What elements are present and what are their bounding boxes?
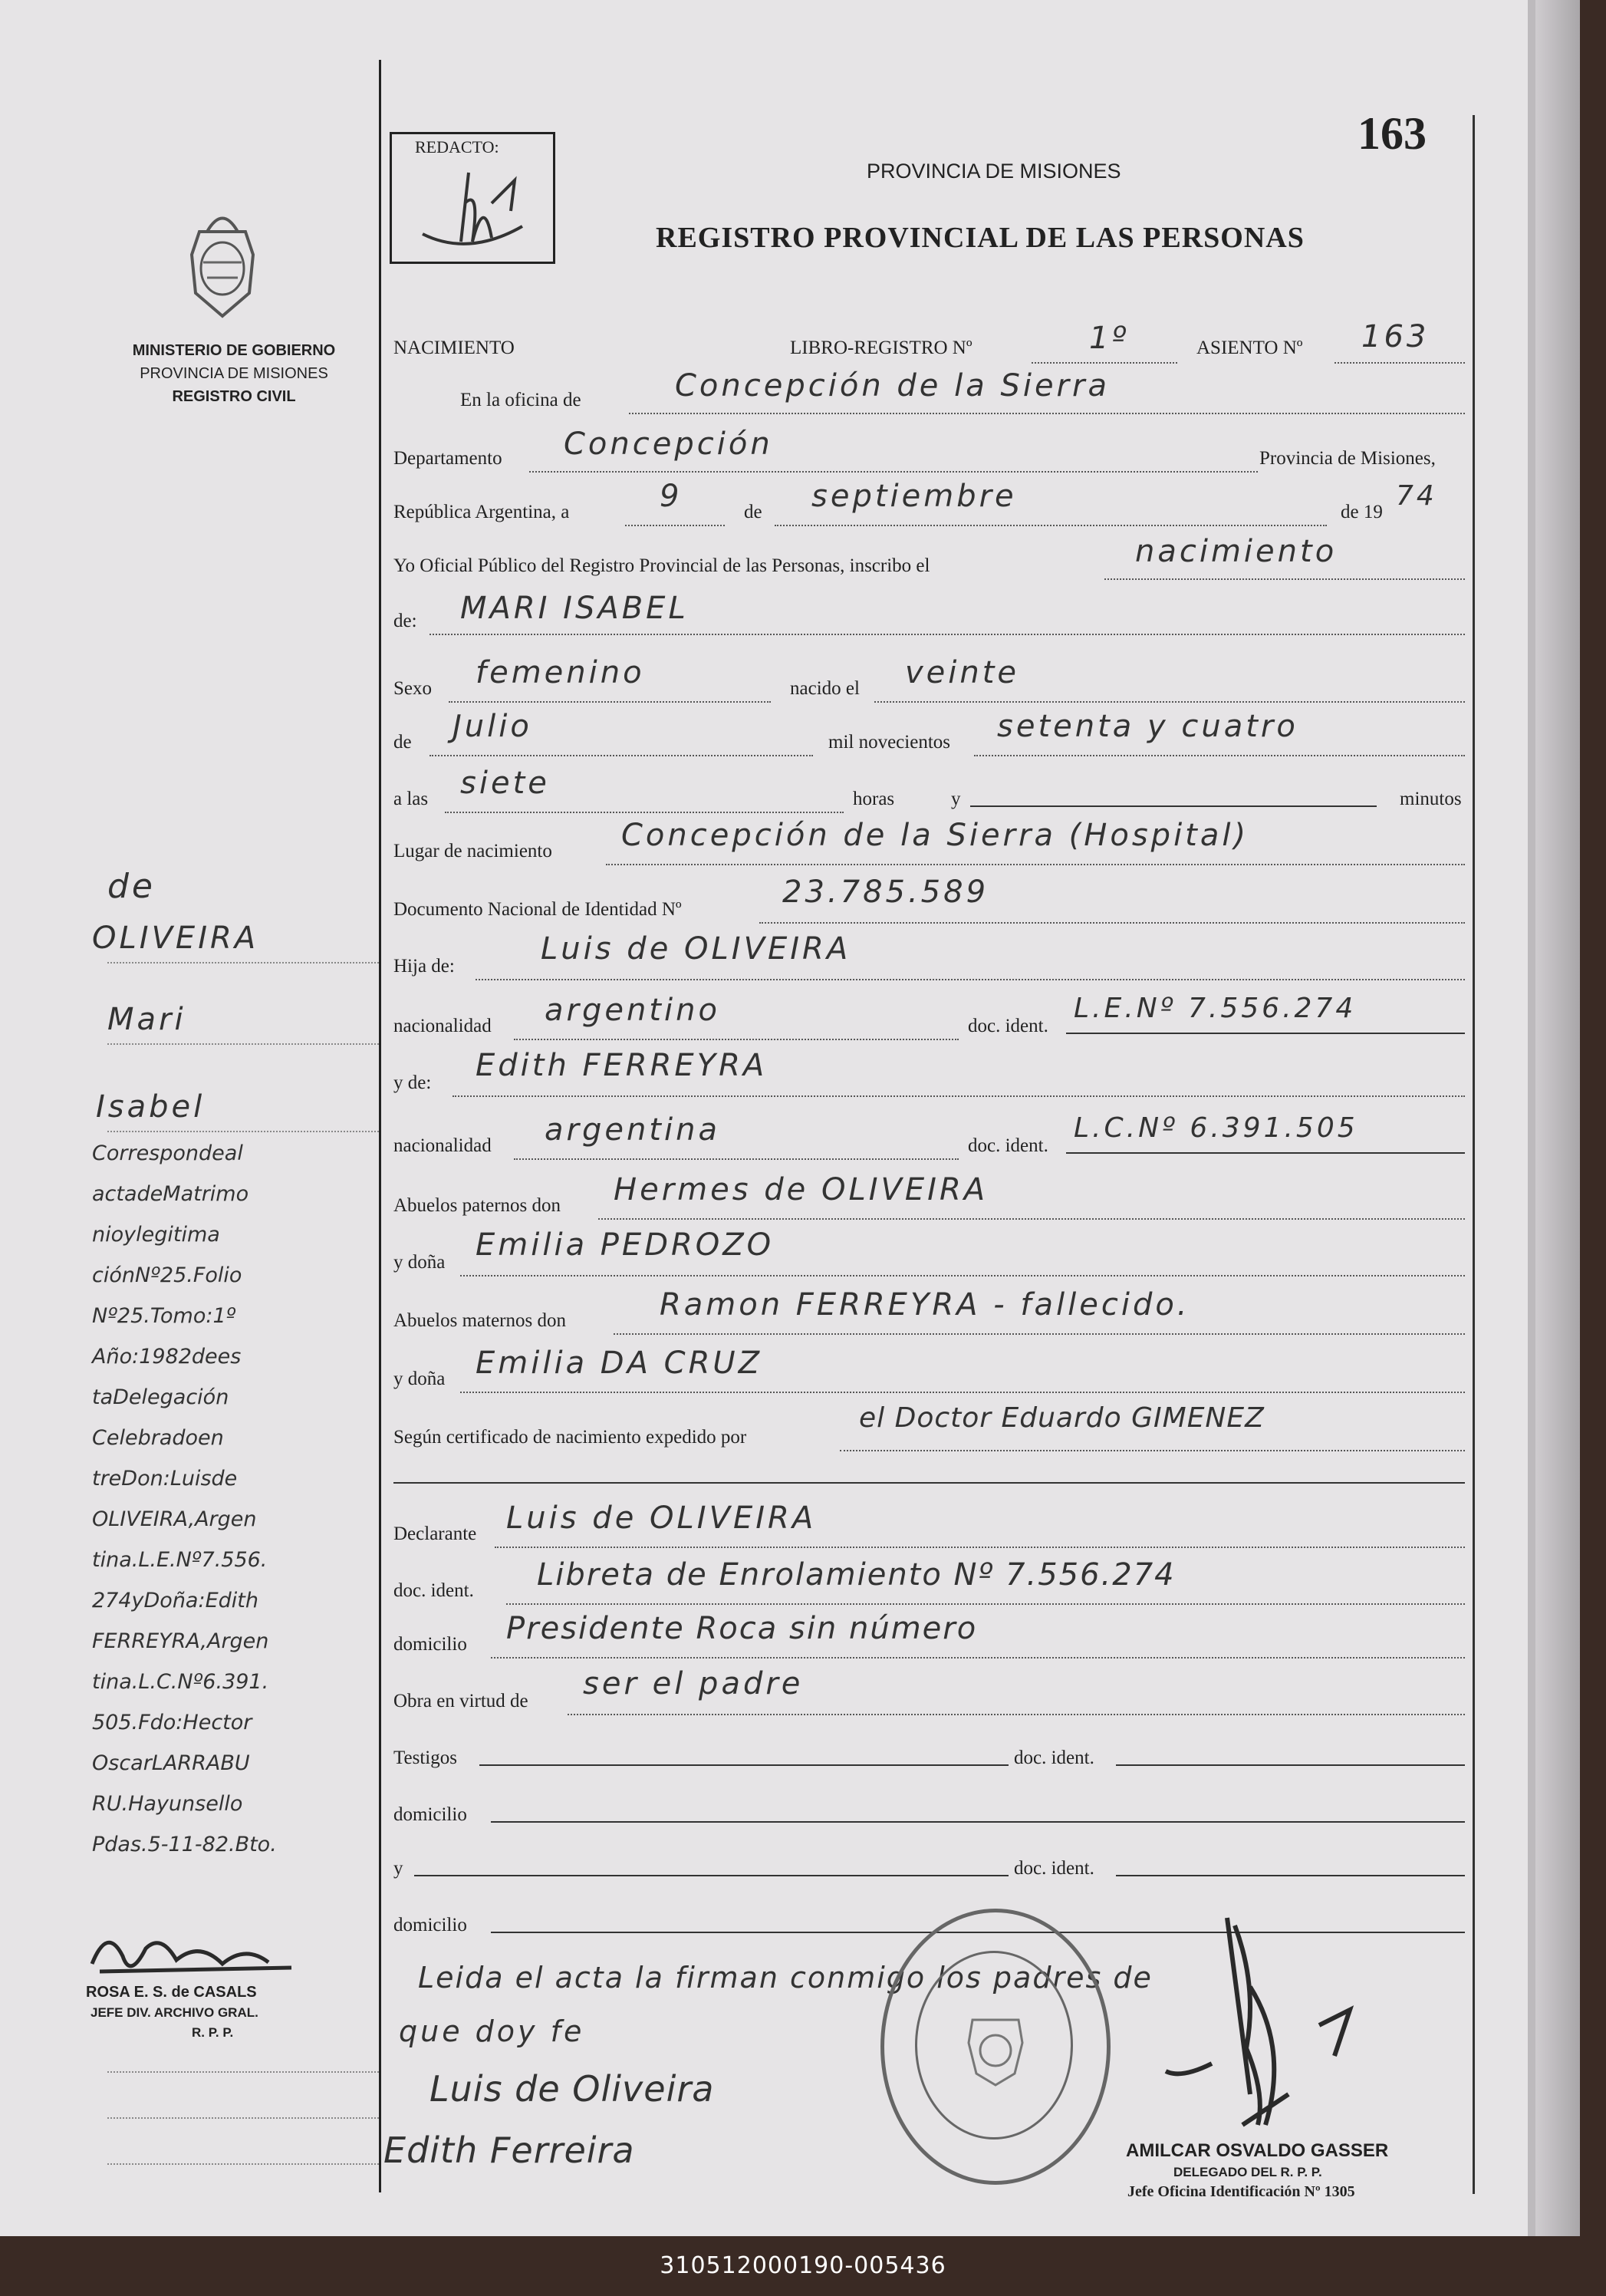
margin-sign-title2: R. P. P. <box>192 2025 234 2040</box>
sexo-value: femenino <box>476 655 645 690</box>
madre-nac-value: argentina <box>545 1112 720 1148</box>
margin-note-line: nioylegitima <box>92 1223 220 1247</box>
lugar-label: Lugar de nacimiento <box>393 841 552 861</box>
redacto-stamp <box>390 132 555 264</box>
madre-doc-value: L.C.Nº 6.391.505 <box>1074 1112 1358 1144</box>
signature-mother: Edith Ferreira <box>383 2130 635 2171</box>
y-label: y <box>951 789 961 809</box>
y-dona-label: y doña <box>393 1252 446 1273</box>
official-stamp-name: AMILCAR OSVALDO GASSER <box>1126 2140 1389 2161</box>
departamento-value: Concepción <box>564 427 773 462</box>
book-spine <box>1535 0 1580 2236</box>
doc-ident5-label: doc. ident. <box>1014 1858 1094 1879</box>
official-stamp-title: DELEGADO DEL R. P. P. <box>1173 2165 1322 2179</box>
obra-value: ser el padre <box>583 1666 804 1701</box>
seal-emblem-icon <box>961 2004 1030 2089</box>
obra-label: Obra en virtud de <box>393 1691 528 1711</box>
nacionalidad2-label: nacionalidad <box>393 1135 492 1156</box>
republica-label: República Argentina, a <box>393 502 570 522</box>
ministry-line1: MINISTERIO DE GOBIERNO <box>132 342 336 359</box>
abuelos-pat-label: Abuelos paternos don <box>393 1195 561 1216</box>
official-stamp-office: Jefe Oficina Identificación Nº 1305 <box>1127 2183 1355 2200</box>
madre-value: Edith FERREYRA <box>476 1048 768 1083</box>
margin-divider <box>379 60 381 2192</box>
declarante-doc-value: Libreta de Enrolamiento Nº 7.556.274 <box>537 1557 1176 1593</box>
margin-signature <box>77 1918 322 1987</box>
margin-note-line: Nº25.Tomo:1º <box>92 1304 236 1328</box>
abuela-mat-value: Emilia DA CRUZ <box>476 1346 763 1381</box>
leida-line2: que doy fe <box>399 2014 585 2048</box>
margin-note-line: Año:1982dees <box>92 1345 242 1369</box>
minutos-label: minutos <box>1400 789 1462 809</box>
departamento-label: Departamento <box>393 448 502 469</box>
nacimiento-label: NACIMIENTO <box>393 338 515 358</box>
margin-surname: OLIVEIRA <box>92 921 259 956</box>
anio-value: 74 <box>1396 480 1437 512</box>
margin-given1: Mari <box>107 1002 186 1037</box>
ministry-line3: REGISTRO CIVIL <box>172 388 296 405</box>
hija-label: Hija de: <box>393 956 455 977</box>
domicilio3-label: domicilio <box>393 1915 467 1935</box>
abuela-pat-value: Emilia PEDROZO <box>476 1227 775 1263</box>
margin-note-line: treDon:Luisde <box>92 1467 238 1491</box>
redacto-label: REDACTO: <box>415 137 499 156</box>
sexo-label: Sexo <box>393 678 432 699</box>
margin-surname-de: de <box>107 867 156 906</box>
nacido-label: nacido el <box>790 678 860 699</box>
horas-value: siete <box>460 766 550 801</box>
asiento-label: ASIENTO Nº <box>1196 338 1303 358</box>
padre-nac-value: argentino <box>545 993 720 1028</box>
y-de-label: y de: <box>393 1072 432 1093</box>
registry-round-seal <box>880 1909 1111 2185</box>
dni-value: 23.785.589 <box>782 875 989 910</box>
asiento-value: 163 <box>1361 319 1430 354</box>
image-caption: 310512000190-005436 <box>0 2236 1606 2296</box>
margin-note-line: RU.Hayunsello <box>92 1792 243 1816</box>
ministry-line2: PROVINCIA DE MISIONES <box>140 365 328 382</box>
nacido-value: veinte <box>905 655 1020 690</box>
coat-of-arms-icon <box>176 201 268 324</box>
padre-value: Luis de OLIVEIRA <box>541 931 851 967</box>
certificado-value: el Doctor Eduardo GIMENEZ <box>859 1402 1265 1434</box>
domicilio-label: domicilio <box>393 1634 467 1655</box>
margin-sign-name: ROSA E. S. de CASALS <box>86 1984 257 2001</box>
inscribo-value: nacimiento <box>1135 534 1338 569</box>
de-nombre-label: de: <box>393 611 417 631</box>
page-number: 163 <box>1358 108 1427 159</box>
mil-label: mil novecientos <box>828 732 950 753</box>
abuelo-pat-value: Hermes de OLIVEIRA <box>614 1172 989 1207</box>
padre-doc-value: L.E.Nº 7.556.274 <box>1074 993 1357 1024</box>
margin-note <box>92 1141 376 1873</box>
margin-note-line: Pdas.5-11-82.Bto. <box>92 1833 277 1856</box>
mes-value: septiembre <box>811 479 1017 514</box>
certificado-label: Según certificado de nacimiento expedido por <box>393 1427 747 1448</box>
margin-note-line: OLIVEIRA,Argen <box>92 1507 257 1531</box>
a-las-label: a las <box>393 789 429 809</box>
oficial-label: Yo Oficial Público del Registro Provincial de las Personas, inscribo el <box>393 555 930 576</box>
margin-note-line: FERREYRA,Argen <box>92 1629 269 1653</box>
margin-given2: Isabel <box>96 1089 206 1125</box>
dni-label: Documento Nacional de Identidad Nº <box>393 899 682 920</box>
binding-edge <box>1528 0 1535 2236</box>
doc-ident3-label: doc. ident. <box>393 1580 474 1601</box>
margin-note-line: 274yDoña:Edith <box>92 1589 258 1612</box>
horas-label: horas <box>853 789 895 809</box>
official-signature <box>1135 1895 1381 2156</box>
abuelos-mat-label: Abuelos maternos don <box>393 1310 566 1331</box>
margin-note-line: tina.L.C.Nº6.391. <box>92 1670 269 1694</box>
de-mes-label: de <box>393 732 412 753</box>
margin-sign-title1: JEFE DIV. ARCHIVO GRAL. <box>91 2005 258 2020</box>
right-border <box>1473 115 1475 2194</box>
de-label: de <box>744 502 762 522</box>
oficina-value: Concepción de la Sierra <box>675 368 1110 404</box>
nombre-value: MARI ISABEL <box>460 591 689 626</box>
oficina-label: En la oficina de <box>460 390 581 410</box>
domicilio-value: Presidente Roca sin número <box>506 1611 978 1646</box>
leida-line1: Leida el acta la firman conmigo los padres de <box>418 1961 1153 1995</box>
nac-mes-value: Julio <box>453 709 532 744</box>
header-province: PROVINCIA DE MISIONES <box>867 160 1121 183</box>
header-registry: REGISTRO PROVINCIAL DE LAS PERSONAS <box>656 222 1305 254</box>
provincia-label: Provincia de Misiones, <box>1259 448 1436 469</box>
abuelo-mat-value: Ramon FERREYRA - fallecido. <box>660 1287 1190 1323</box>
dia-value: 9 <box>660 479 683 514</box>
y2-label: y <box>393 1858 403 1879</box>
margin-note-line: Correspondeal <box>92 1141 243 1165</box>
margin-note-line: ciónNº25.Folio <box>92 1263 242 1287</box>
y-dona2-label: y doña <box>393 1369 446 1389</box>
doc-ident2-label: doc. ident. <box>968 1135 1048 1156</box>
lugar-value: Concepción de la Sierra (Hospital) <box>621 818 1249 853</box>
margin-note-line: OscarLARRABU <box>92 1751 250 1775</box>
declarante-value: Luis de OLIVEIRA <box>506 1500 817 1536</box>
libro-label: LIBRO-REGISTRO Nº <box>790 338 972 358</box>
mil-value: setenta y cuatro <box>997 709 1298 744</box>
margin-note-line: actadeMatrimo <box>92 1182 249 1206</box>
doc-ident-label: doc. ident. <box>968 1016 1048 1036</box>
doc-ident4-label: doc. ident. <box>1014 1748 1094 1768</box>
nacionalidad-label: nacionalidad <box>393 1016 492 1036</box>
testigos-label: Testigos <box>393 1748 457 1768</box>
margin-note-line: Celebradoen <box>92 1426 224 1450</box>
margin-note-line: 505.Fdo:Hector <box>92 1711 252 1734</box>
redacto-signature <box>407 157 538 257</box>
signature-father: Luis de Oliveira <box>429 2068 715 2110</box>
declarante-label: Declarante <box>393 1524 477 1544</box>
margin-note-line: tina.L.E.Nº7.556. <box>92 1548 268 1572</box>
margin-note-line: taDelegación <box>92 1385 229 1409</box>
libro-value: 1º <box>1089 321 1130 356</box>
de-anio-label: de 19 <box>1341 502 1383 522</box>
domicilio2-label: domicilio <box>393 1804 467 1825</box>
